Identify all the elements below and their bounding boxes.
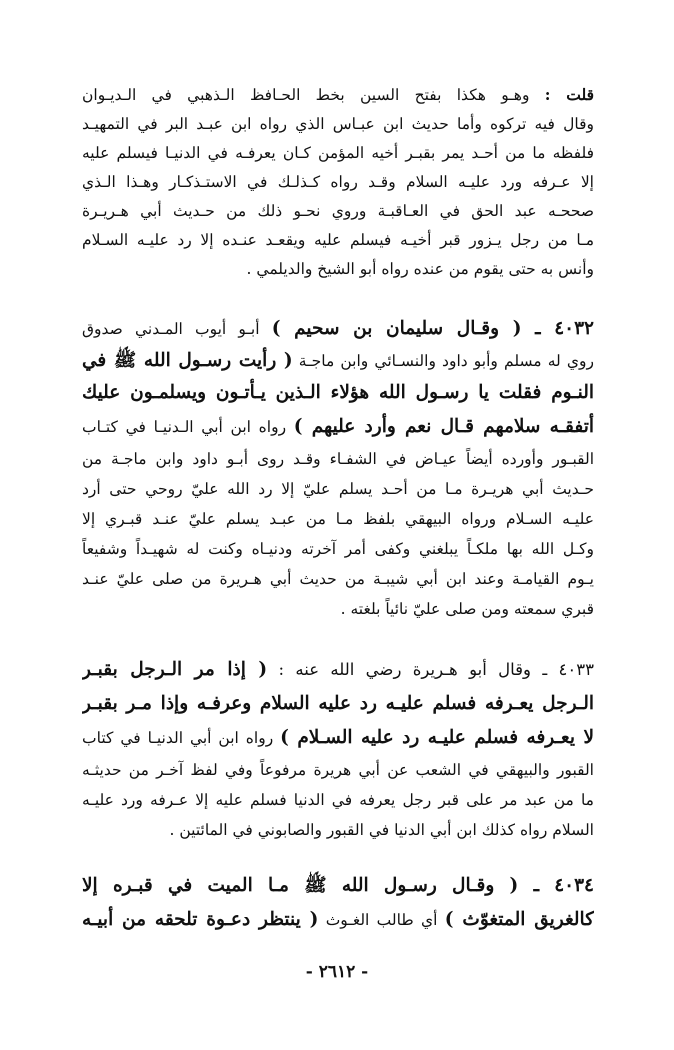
text-fragment: رواه ابن أبي الـدنيـا في كتـاب <box>82 418 294 436</box>
text-line: ما من عبد مر على قبر رجل يعرفه في الدنيا فسلم عليه إلا عـرفه ورد عليـه <box>82 791 594 809</box>
hadith-line: النـوم فقلت يا رسـول الله هؤلاء الـذين يـأتـون ويسلمـون عليك <box>82 382 594 403</box>
text-line: فلفظه ما من أحـد يمر بقبـر أخيه المؤمن كـان يعرفـه في الدنيـا فيسلم عليه <box>82 144 594 162</box>
entry-heading: ٤٠٣٣ ـ وقال أبو هـريرة رضي الله عنه : <box>267 660 594 679</box>
text-line: صححـه عبد الحق في العـاقبـة وروي نحـو ذلك من حـديث أبي هـريـرة <box>82 202 594 220</box>
text-line: قبري سمعته ومن صلى عليّ نائياً بلغته . <box>340 600 594 618</box>
entry-heading-line <box>82 312 594 346</box>
text-line: إلا عـرفه ورد عليـه السلام وقـد رواه كـذلـك في الاستـذكـار وهـذا الـذي <box>82 173 594 191</box>
text-line: القبور والبيهقي في الشعب عن أبي هريرة مرفوعاً وفي لفظ آخـر من حديثـه <box>82 761 594 779</box>
hadith-text: ( رأيت رسـول الله ﷺ في <box>82 350 293 371</box>
hadith-text: أتفقـه سلامهم قـال نعم وأرد عليهم ) <box>293 416 594 437</box>
entry-4032 <box>82 312 594 624</box>
hadith-text: ( ينتظر دعـوة تلحقه من أبيـه <box>82 909 319 930</box>
text-line: وكـل الله بها ملكـاً يبلغني وكفى أمر آخرته ودنيـاه وكنت له شهيـداً وشفيعاً <box>82 540 594 558</box>
text-line: يـوم القيامـة وعند ابن أبي شيبـة من حديث أبي هـريرة من صلى عليّ عنـد <box>82 570 594 588</box>
entry-4034 <box>82 869 594 937</box>
text-fragment: رواه ابن أبي الدنيـا في كتاب <box>82 729 281 747</box>
hadith-text: لا يعـرفه فسلم عليـه رد عليه السـلام ) <box>280 727 594 748</box>
text-line: وقال فيه تركوه وأما حديث ابن عبـاس الذي رواه ابن عبـد البر في التمهيـد <box>82 115 594 133</box>
text-line <box>82 80 594 110</box>
text-fragment: أبـو أيوب المـدني صدوق <box>82 320 272 338</box>
hadith-text: كالغريق المتغوّث ) <box>444 909 594 930</box>
text-line <box>82 903 594 937</box>
text-fragment: أي طالب الغـوث <box>318 911 445 929</box>
text-line <box>82 721 594 755</box>
text-fragment: روي له مسلم وأبو داود والنسـائي وابن ماجـة <box>292 352 594 370</box>
paragraph-continuation <box>82 80 594 284</box>
entry-heading-line: ٤٠٣٤ ـ ( وقـال رسـول الله ﷺ مـا الميت في قبـره إلا <box>82 875 594 896</box>
qultu-keyword: قلت : <box>544 85 594 104</box>
text-line <box>82 410 594 444</box>
text-line: وأنس به حتى يقوم من عنده رواه أبو الشيخ والديلمي . <box>246 260 594 278</box>
text-line: السلام رواه كذلك ابن أبي الدنيا في القبور والصابوني في المائتين . <box>169 821 594 839</box>
page-number: - ٢٦١٢ - <box>305 962 369 982</box>
hadith-line: الـرجل يعـرفه فسلم عليـه رد عليه السلام وعرفـه وإذا مـر بقبـر <box>82 693 594 714</box>
entry-heading: ٤٠٣٢ ـ ( وقـال سليمان بن سحيم ) <box>271 318 594 339</box>
text-line: القبـور وأورده أيضاً عيـاض في الشفـاء وقـد روى أبـو داود وابن ماجـة من <box>82 450 594 468</box>
text-fragment: وهـو هكذا بفتح السين بخط الحـافظ الـذهبي في الـديـوان <box>82 86 545 104</box>
text-line: عليـه السـلام ورواه البيهقي بلفظ مـا من عبـد يسلم عليّ عنـد قبـري إلا <box>82 510 594 528</box>
text-line: حـديث أبي هريـرة مـا من أحـد يسلم عليّ إلا رد الله عليّ روحي حتى أرد <box>82 480 594 498</box>
entry-4033 <box>82 653 594 845</box>
text-line: مـا من رجل يـزور قبر أخيـه فيسلم عليه ويقعـد عنـده إلا رد عليـه السـلام <box>82 231 594 249</box>
hadith-text: ( إذا مر الـرجل بقبـر <box>82 659 268 680</box>
entry-heading-line <box>82 653 594 687</box>
text-line <box>82 346 594 376</box>
